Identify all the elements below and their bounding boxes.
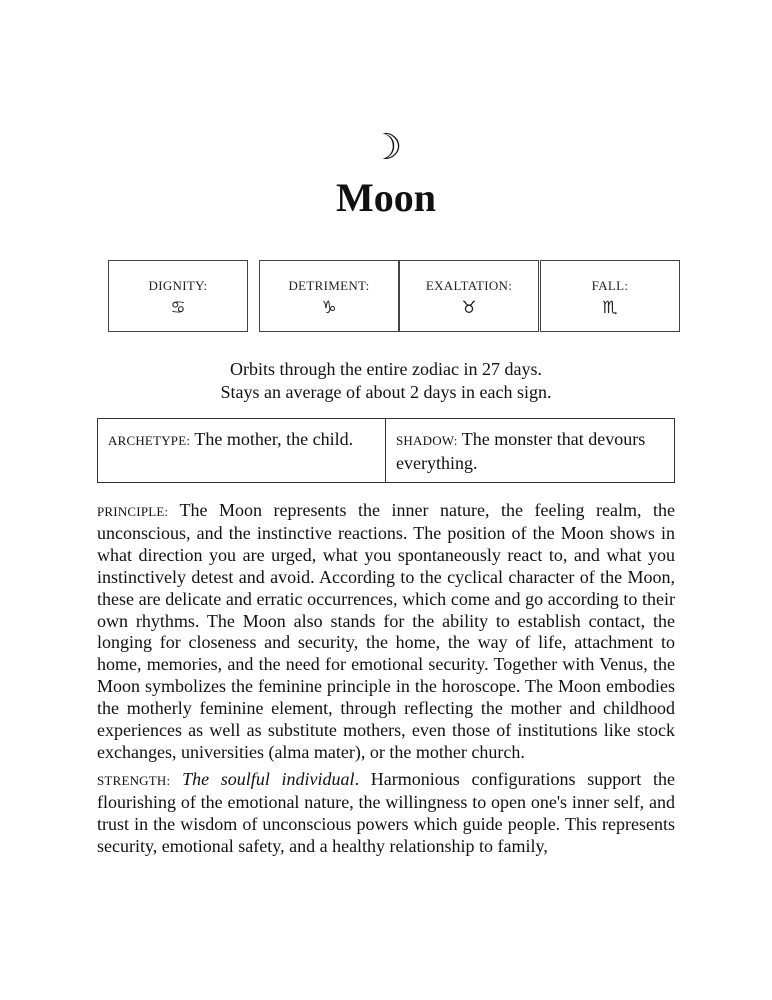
dignity-label: DIGNITY: xyxy=(148,278,208,293)
fall-box xyxy=(540,260,680,332)
scorpio-icon: ♏ xyxy=(602,298,618,318)
archetype-text: The mother, the child. xyxy=(194,429,354,449)
shadow-label: SHADOW: xyxy=(396,433,458,448)
orbit-line-1: Orbits through the entire zodiac in 27 days. xyxy=(230,359,542,379)
shadow-cell xyxy=(386,419,674,482)
cancer-icon: ♋ xyxy=(170,298,186,318)
taurus-icon: ♉ xyxy=(461,298,477,318)
orbit-line-2: Stays an average of about 2 days in each sign. xyxy=(220,382,552,402)
fall-label: FALL: xyxy=(591,278,629,293)
dignity-box xyxy=(108,260,248,332)
dignity-row xyxy=(108,260,682,334)
principle-paragraph xyxy=(97,500,675,764)
orbit-info xyxy=(0,358,772,404)
archetype-label: ARCHETYPE: xyxy=(108,433,191,448)
body-text xyxy=(97,500,675,863)
moon-glyph-icon: ☽ xyxy=(369,127,403,168)
strength-emphasis: The soulful individual xyxy=(182,768,355,789)
archetype-cell xyxy=(98,419,386,482)
strength-text: . Harmonious configurations support the flourishing of the emotional nature, the willingness to open one's inner self, and trust in the wisdom of unconscious powers which guide people. This represents security, emotional safety, and a healthy relationship to family, xyxy=(97,768,675,856)
principle-label: PRINCIPLE: xyxy=(97,504,169,519)
exaltation-label: EXALTATION: xyxy=(425,278,513,293)
principle-text: The Moon represents the inner nature, the feeling realm, the unconscious, and the instinctive reactions. The position of the Moon shows in what direction you are urged, what you spontaneously react to, and what you instinctively detest and avoid. According to the cyclical character of the Moon, these are delicate and erratic occurrences, which come and go according to their own rhythms. The Moon also stands for the ability to establish contact, the longing for closeness and security, the home, the way of life, attachment to home, memories, and the need for emotional security. Together with Venus, the Moon symbolizes the feminine principle in the horoscope. The Moon embodies the motherly feminine element, through reflecting the mother and childhood experiences as well as substitute mothers, even those of institutions like stock exchanges, universities (alma mater), or the mother church. xyxy=(97,500,675,762)
capricorn-icon: ♑ xyxy=(321,298,337,318)
strength-paragraph xyxy=(97,769,675,858)
detriment-label: DETRIMENT: xyxy=(288,278,370,293)
strength-label: STRENGTH: xyxy=(97,772,171,788)
archetype-shadow-table xyxy=(97,418,675,483)
page-title: Moon xyxy=(336,175,436,220)
detriment-box xyxy=(259,260,399,332)
exaltation-box xyxy=(399,260,539,332)
shadow-text: The monster that devours everything. xyxy=(396,429,646,473)
